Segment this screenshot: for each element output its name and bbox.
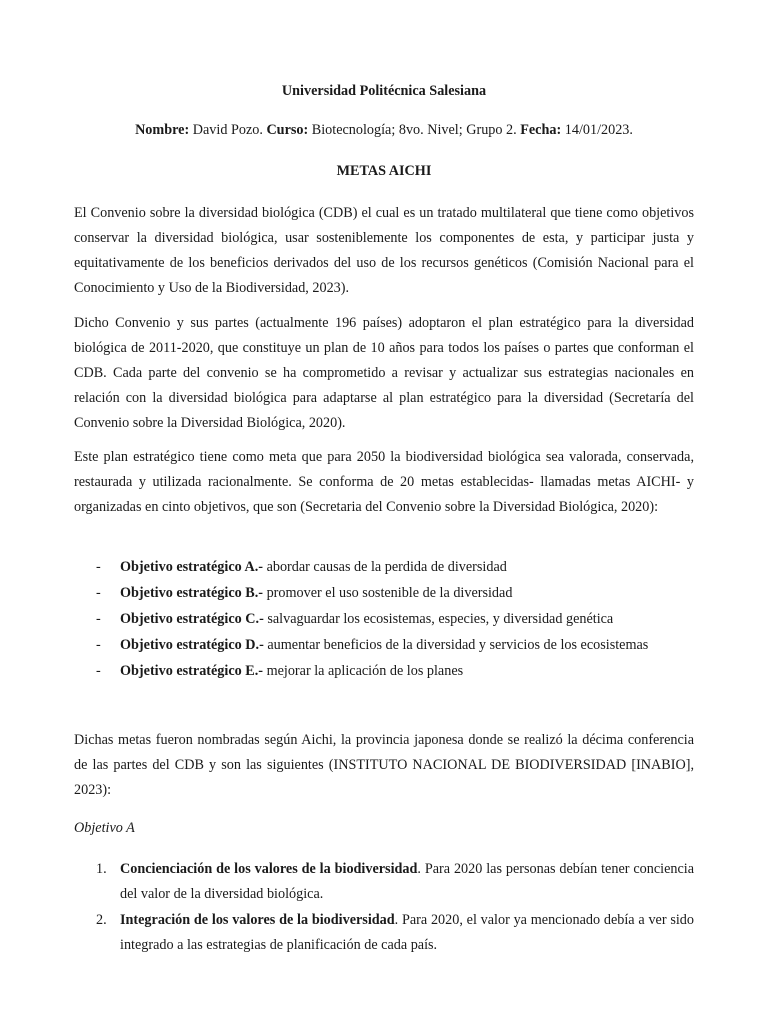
metas-list	[74, 857, 694, 959]
objective-text: aumentar beneficios de la diversidad y servicios de los ecosistemas	[263, 637, 649, 653]
objective-label: Objetivo estratégico A.-	[120, 559, 264, 575]
nombre-value: David Pozo.	[189, 122, 267, 138]
objective-label: Objetivo estratégico E.-	[120, 663, 264, 679]
bullet-dash: -	[96, 611, 101, 627]
nombre-label: Nombre:	[135, 122, 190, 138]
section-heading: METAS AICHI	[336, 163, 432, 179]
objective-label: Objetivo estratégico D.-	[120, 637, 264, 653]
university-title: Universidad Politécnica Salesiana	[281, 83, 487, 99]
bullet-dash: -	[96, 559, 101, 575]
objectives-list	[74, 555, 694, 685]
objective-text: salvaguardar los ecosistemas, especies, y diversidad genética	[263, 611, 614, 627]
list-item	[74, 659, 694, 684]
list-item	[74, 607, 694, 632]
meta-text: . Para 2020 las personas debían tener conciencia del valor de la diversidad biológica.	[120, 861, 695, 902]
list-item	[74, 581, 694, 606]
list-item	[74, 555, 694, 580]
bullet-dash: -	[96, 663, 101, 679]
paragraph-1: El Convenio sobre la diversidad biológica (CDB) el cual es un tratado multilateral que tiene como objetivos conservar la diversidad biológica, usar sosteniblemente los componentes de esta, y participar justa y equitativamente de los beneficios derivados del uso de los recursos genéticos (Comisión Nacional para el Conocimiento y Uso de la Biodiversidad, 2023).	[74, 205, 694, 296]
objective-text: mejorar la aplicación de los planes	[263, 663, 464, 679]
objective-label: Objetivo estratégico C.-	[120, 611, 264, 627]
curso-label: Curso:	[266, 122, 309, 138]
list-item	[74, 908, 694, 958]
curso-value: Biotecnología; 8vo. Nivel; Grupo 2.	[308, 122, 521, 138]
list-number: 1.	[96, 861, 107, 877]
objective-a-subheading: Objetivo A	[74, 820, 135, 836]
bullet-dash: -	[96, 585, 101, 601]
fecha-label: Fecha:	[520, 122, 562, 138]
student-info-line	[0, 122, 768, 139]
paragraph-2: Dicho Convenio y sus partes (actualmente 196 países) adoptaron el plan estratégico para la diversidad biológica de 2011-2020, que constituye un plan de 10 años para todos los países o partes que conforman el CDB. Cada parte del convenio se ha comprometido a revisar y actualizar sus estrategias nacionales en relación con la diversidad biológica para adaptarse al plan estratégico para la diversidad (Secretaría del Convenio sobre la Diversidad Biológica, 2020).	[74, 315, 694, 431]
meta-label: Concienciación de los valores de la biodiversidad	[120, 861, 418, 877]
paragraph-4: Dichas metas fueron nombradas según Aichi, la provincia japonesa donde se realizó la décima conferencia de las partes del CDB y son las siguientes (INSTITUTO NACIONAL DE BIODIVERSIDAD [INABIO], 2023):	[74, 732, 694, 798]
list-number: 2.	[96, 912, 107, 928]
objective-text: abordar causas de la perdida de diversidad	[263, 559, 507, 575]
list-item	[74, 633, 694, 658]
meta-text: . Para 2020, el valor ya mencionado debía a ver sido integrado a las estrategias de planificación de cada país.	[120, 912, 694, 953]
meta-label: Integración de los valores de la biodiversidad	[120, 912, 395, 928]
objective-label: Objetivo estratégico B.-	[120, 585, 264, 601]
paragraph-3: Este plan estratégico tiene como meta que para 2050 la biodiversidad biológica sea valorada, conservada, restaurada y utilizada racionalmente. Se conforma de 20 metas establecidas- llamadas metas AICHI- y organizadas en cinto objetivos, que son (Secretaria del Convenio sobre la Diversidad Biológica, 2020):	[74, 449, 694, 515]
fecha-value: 14/01/2023.	[561, 122, 633, 138]
list-item	[74, 857, 694, 907]
objective-text: promover el uso sostenible de la diversidad	[263, 585, 513, 601]
bullet-dash: -	[96, 637, 101, 653]
